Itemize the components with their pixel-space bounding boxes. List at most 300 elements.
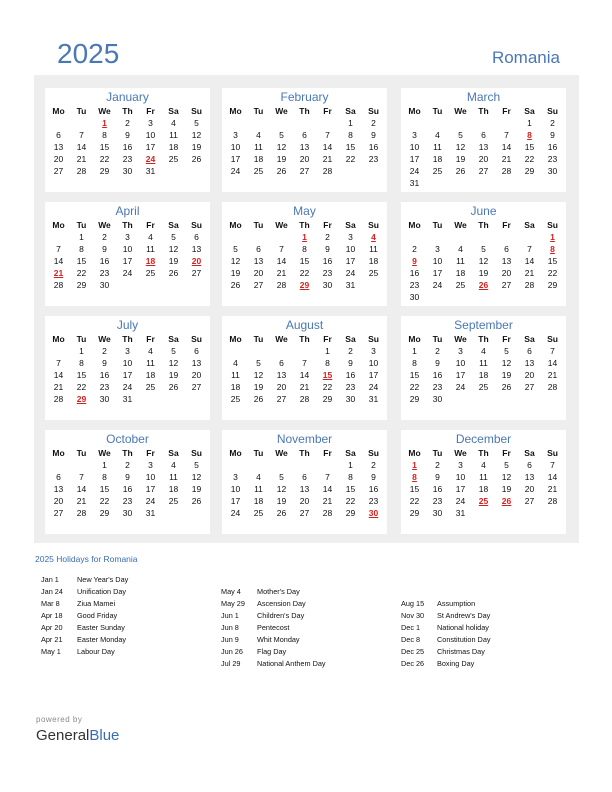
- day-cell: 31: [409, 178, 420, 188]
- day-cell: 21: [53, 382, 64, 392]
- day-cell: 20: [524, 370, 535, 380]
- country-title: Romania: [491, 48, 560, 67]
- holiday-date: 26: [478, 280, 489, 290]
- day-cell: 20: [191, 370, 202, 380]
- day-cell: 17: [409, 154, 420, 164]
- day-cell: 12: [191, 130, 202, 140]
- holiday-date-label: Dec 25: [401, 647, 425, 656]
- day-cell: 13: [191, 358, 202, 368]
- day-cell: 11: [433, 142, 442, 152]
- day-cell: 24: [122, 382, 133, 392]
- day-cell: 4: [435, 130, 440, 140]
- weekday-header: Su: [368, 106, 379, 116]
- day-cell: 26: [276, 508, 287, 518]
- day-cell: 8: [79, 244, 84, 254]
- weekday-header: Tu: [253, 334, 264, 344]
- day-cell: 2: [371, 118, 376, 128]
- weekday-header: Mo: [229, 334, 242, 344]
- holiday-date: 21: [53, 268, 64, 278]
- weekday-header: Tu: [76, 334, 87, 344]
- day-cell: 17: [368, 370, 379, 380]
- day-cell: 20: [299, 154, 310, 164]
- day-cell: 4: [148, 346, 153, 356]
- day-cell: 6: [504, 244, 509, 254]
- holiday-date-label: Jun 26: [221, 647, 243, 656]
- weekday-header: Sa: [168, 448, 179, 458]
- day-cell: 27: [478, 166, 489, 176]
- weekday-header: Sa: [524, 220, 535, 230]
- holiday-date-label: Dec 26: [401, 659, 425, 668]
- day-cell: 5: [194, 118, 199, 128]
- day-cell: 23: [345, 382, 356, 392]
- day-cell: 23: [122, 496, 133, 506]
- holiday-date: 30: [368, 508, 379, 518]
- day-cell: 26: [168, 382, 179, 392]
- holiday-name: National Anthem Day: [257, 659, 326, 668]
- day-cell: 24: [368, 382, 379, 392]
- day-cell: 26: [253, 394, 264, 404]
- day-cell: 30: [99, 394, 110, 404]
- day-cell: 19: [168, 370, 179, 380]
- day-cell: 10: [455, 472, 466, 482]
- day-cell: 12: [253, 370, 264, 380]
- day-cell: 15: [76, 370, 87, 380]
- day-cell: 1: [412, 346, 417, 356]
- day-cell: 21: [299, 382, 310, 392]
- day-cell: 9: [435, 358, 440, 368]
- day-cell: 25: [368, 268, 379, 278]
- day-cell: 25: [168, 496, 179, 506]
- day-cell: 29: [409, 394, 420, 404]
- day-cell: 18: [432, 154, 443, 164]
- day-cell: 13: [53, 484, 64, 494]
- holiday-date-label: Jan 24: [41, 587, 63, 596]
- day-cell: 11: [146, 244, 155, 254]
- day-cell: 8: [348, 130, 353, 140]
- weekday-header: Mo: [408, 106, 421, 116]
- day-cell: 1: [348, 460, 353, 470]
- day-cell: 30: [547, 166, 558, 176]
- weekday-header: Th: [478, 106, 489, 116]
- weekday-header: Fr: [146, 220, 155, 230]
- day-cell: 12: [478, 256, 489, 266]
- holiday-date-label: Jun 1: [221, 611, 239, 620]
- day-cell: 17: [145, 484, 156, 494]
- holiday-row: [401, 634, 571, 646]
- day-cell: 9: [435, 472, 440, 482]
- day-cell: 15: [99, 142, 110, 152]
- day-cell: 30: [432, 508, 443, 518]
- day-cell: 29: [76, 280, 87, 290]
- day-cell: 31: [455, 508, 466, 518]
- day-cell: 9: [102, 358, 107, 368]
- weekday-header: Mo: [52, 106, 65, 116]
- holiday-name: Pentecost: [257, 623, 290, 632]
- day-cell: 21: [76, 154, 87, 164]
- holiday-date-label: Dec 1: [401, 623, 421, 632]
- day-cell: 22: [76, 382, 87, 392]
- month-name: November: [276, 432, 333, 446]
- holiday-name: Boxing Day: [437, 659, 475, 668]
- day-cell: 8: [412, 358, 417, 368]
- day-cell: 3: [125, 346, 130, 356]
- holiday-name: Christmas Day: [437, 647, 485, 656]
- day-cell: 11: [479, 472, 488, 482]
- day-cell: 22: [99, 154, 110, 164]
- day-cell: 16: [368, 484, 379, 494]
- day-cell: 13: [191, 244, 202, 254]
- day-cell: 14: [299, 370, 310, 380]
- day-cell: 1: [79, 232, 84, 242]
- weekday-header: We: [275, 448, 288, 458]
- weekday-header: Sa: [345, 448, 356, 458]
- day-cell: 16: [432, 484, 443, 494]
- weekday-header: Fr: [146, 106, 155, 116]
- day-cell: 6: [302, 130, 307, 140]
- month-name: August: [285, 318, 324, 332]
- day-cell: 24: [455, 382, 466, 392]
- weekday-header: Th: [299, 334, 310, 344]
- day-cell: 28: [299, 394, 310, 404]
- weekday-header: Tu: [76, 448, 87, 458]
- day-cell: 12: [230, 256, 241, 266]
- weekday-header: Su: [547, 334, 558, 344]
- day-cell: 29: [99, 508, 110, 518]
- day-cell: 20: [478, 154, 489, 164]
- month-may: [222, 202, 387, 306]
- day-cell: 23: [547, 154, 558, 164]
- day-cell: 12: [501, 472, 512, 482]
- weekday-header: Tu: [253, 220, 264, 230]
- day-cell: 26: [191, 496, 202, 506]
- day-cell: 13: [253, 256, 264, 266]
- day-cell: 26: [455, 166, 466, 176]
- month-name: February: [280, 90, 329, 104]
- day-cell: 30: [122, 508, 133, 518]
- day-cell: 3: [458, 460, 463, 470]
- weekday-header: Mo: [229, 106, 242, 116]
- day-cell: 24: [145, 496, 156, 506]
- day-cell: 11: [146, 358, 155, 368]
- day-cell: 9: [125, 472, 130, 482]
- day-cell: 28: [547, 382, 558, 392]
- day-cell: 4: [233, 358, 238, 368]
- day-cell: 21: [322, 154, 333, 164]
- day-cell: 20: [299, 496, 310, 506]
- day-cell: 14: [76, 142, 87, 152]
- holiday-row: [401, 598, 571, 610]
- day-cell: 18: [455, 268, 466, 278]
- holiday-row: [221, 598, 391, 610]
- day-cell: 6: [279, 358, 284, 368]
- brand-logo[interactable]: [36, 727, 119, 744]
- holiday-date: 29: [299, 280, 310, 290]
- day-cell: 2: [435, 346, 440, 356]
- day-cell: 3: [233, 472, 238, 482]
- holiday-row: [221, 646, 391, 658]
- day-cell: 18: [253, 154, 264, 164]
- day-cell: 7: [527, 244, 532, 254]
- day-cell: 15: [345, 484, 356, 494]
- day-cell: 2: [371, 460, 376, 470]
- month-name: December: [455, 432, 512, 446]
- day-cell: 16: [122, 142, 133, 152]
- day-cell: 30: [432, 394, 443, 404]
- day-cell: 19: [168, 256, 179, 266]
- day-cell: 15: [345, 142, 356, 152]
- holiday-row: [401, 610, 571, 622]
- weekday-header: Su: [547, 448, 558, 458]
- day-cell: 3: [371, 346, 376, 356]
- day-cell: 13: [501, 256, 512, 266]
- holiday-date-label: Aug 15: [401, 599, 425, 608]
- day-cell: 25: [478, 382, 489, 392]
- holiday-column: [41, 574, 211, 658]
- day-cell: 23: [99, 268, 110, 278]
- day-cell: 29: [409, 508, 420, 518]
- holiday-row: [401, 646, 571, 658]
- day-cell: 6: [527, 460, 532, 470]
- weekday-header: Fr: [323, 220, 332, 230]
- day-cell: 26: [276, 166, 287, 176]
- day-cell: 17: [230, 154, 241, 164]
- day-cell: 21: [276, 268, 287, 278]
- holiday-date: 20: [191, 256, 202, 266]
- day-cell: 24: [230, 508, 241, 518]
- day-cell: 30: [345, 394, 356, 404]
- day-cell: 27: [524, 496, 535, 506]
- day-cell: 19: [501, 484, 512, 494]
- day-cell: 13: [276, 370, 287, 380]
- holiday-name: Easter Monday: [77, 635, 127, 644]
- day-cell: 28: [53, 280, 64, 290]
- day-cell: 4: [458, 244, 463, 254]
- weekday-header: Sa: [345, 220, 356, 230]
- day-cell: 10: [455, 358, 466, 368]
- day-cell: 2: [325, 232, 330, 242]
- brand-general: General: [36, 727, 90, 744]
- month-name: July: [116, 318, 139, 332]
- day-cell: 15: [409, 370, 420, 380]
- weekday-header: Fr: [146, 334, 155, 344]
- holiday-name: Labour Day: [77, 647, 115, 656]
- day-cell: 15: [409, 484, 420, 494]
- day-cell: 13: [299, 484, 310, 494]
- weekday-header: Fr: [502, 448, 511, 458]
- month-march: [401, 88, 566, 192]
- holiday-row: [41, 622, 211, 634]
- day-cell: 16: [368, 142, 379, 152]
- holiday-date: 15: [322, 370, 333, 380]
- day-cell: 4: [256, 130, 261, 140]
- day-cell: 19: [230, 268, 241, 278]
- day-cell: 10: [122, 244, 133, 254]
- day-cell: 26: [230, 280, 241, 290]
- day-cell: 5: [504, 460, 509, 470]
- month-december: [401, 430, 566, 534]
- day-cell: 19: [276, 496, 287, 506]
- day-cell: 29: [99, 166, 110, 176]
- day-cell: 16: [99, 256, 110, 266]
- day-cell: 24: [230, 166, 241, 176]
- day-cell: 19: [191, 142, 202, 152]
- day-cell: 28: [547, 496, 558, 506]
- month-name: January: [106, 90, 149, 104]
- day-cell: 19: [253, 382, 264, 392]
- day-cell: 8: [302, 244, 307, 254]
- day-cell: 23: [368, 496, 379, 506]
- day-cell: 8: [79, 358, 84, 368]
- day-cell: 9: [102, 244, 107, 254]
- day-cell: 4: [481, 460, 486, 470]
- month-april: [45, 202, 210, 306]
- holiday-date: 8: [550, 244, 555, 254]
- day-cell: 28: [76, 166, 87, 176]
- day-cell: 23: [432, 496, 443, 506]
- day-cell: 29: [547, 280, 558, 290]
- weekday-header: Fr: [323, 334, 332, 344]
- day-cell: 8: [348, 472, 353, 482]
- weekday-header: Th: [122, 334, 133, 344]
- holiday-row: [41, 598, 211, 610]
- day-cell: 18: [478, 484, 489, 494]
- day-cell: 6: [194, 232, 199, 242]
- day-cell: 29: [524, 166, 535, 176]
- day-cell: 13: [524, 472, 535, 482]
- day-cell: 31: [122, 394, 133, 404]
- day-cell: 18: [145, 370, 156, 380]
- day-cell: 27: [53, 166, 64, 176]
- month-name: October: [106, 432, 149, 446]
- day-cell: 21: [547, 484, 558, 494]
- day-cell: 6: [256, 244, 261, 254]
- month-name: April: [115, 204, 140, 218]
- holiday-name: Assumption: [437, 599, 476, 608]
- day-cell: 7: [550, 346, 555, 356]
- holiday-date-label: Dec 8: [401, 635, 421, 644]
- day-cell: 12: [168, 358, 179, 368]
- day-cell: 24: [345, 268, 356, 278]
- day-cell: 4: [481, 346, 486, 356]
- weekday-header: Mo: [408, 334, 421, 344]
- day-cell: 12: [168, 244, 179, 254]
- holiday-date-label: May 29: [221, 599, 245, 608]
- day-cell: 28: [501, 166, 512, 176]
- year-title: 2025: [57, 38, 120, 69]
- day-cell: 14: [53, 370, 64, 380]
- day-cell: 27: [299, 508, 310, 518]
- day-cell: 14: [276, 256, 287, 266]
- day-cell: 1: [527, 118, 532, 128]
- weekday-header: Fr: [323, 106, 332, 116]
- holiday-date-label: Mar 8: [41, 599, 60, 608]
- day-cell: 22: [409, 496, 420, 506]
- day-cell: 30: [99, 280, 110, 290]
- day-cell: 19: [478, 268, 489, 278]
- day-cell: 11: [169, 130, 178, 140]
- day-cell: 2: [412, 244, 417, 254]
- day-cell: 20: [253, 268, 264, 278]
- weekday-header: Th: [478, 220, 489, 230]
- day-cell: 14: [547, 472, 558, 482]
- day-cell: 7: [79, 130, 84, 140]
- day-cell: 2: [348, 346, 353, 356]
- holiday-row: [41, 634, 211, 646]
- day-cell: 22: [345, 154, 356, 164]
- day-cell: 11: [169, 472, 178, 482]
- holiday-date: 4: [371, 232, 376, 242]
- day-cell: 1: [325, 346, 330, 356]
- day-cell: 22: [524, 154, 535, 164]
- day-cell: 2: [435, 460, 440, 470]
- weekday-header: Su: [191, 334, 202, 344]
- day-cell: 27: [191, 268, 202, 278]
- day-cell: 25: [230, 394, 241, 404]
- day-cell: 28: [276, 280, 287, 290]
- day-cell: 10: [145, 130, 156, 140]
- day-cell: 14: [76, 484, 87, 494]
- day-cell: 11: [369, 244, 378, 254]
- day-cell: 16: [122, 484, 133, 494]
- holiday-date: 8: [527, 130, 532, 140]
- day-cell: 12: [501, 358, 512, 368]
- holiday-name: New Year's Day: [77, 575, 129, 584]
- weekday-header: Sa: [168, 220, 179, 230]
- weekday-header: Tu: [432, 106, 443, 116]
- day-cell: 14: [547, 358, 558, 368]
- day-cell: 23: [99, 382, 110, 392]
- day-cell: 16: [409, 268, 420, 278]
- holidays-title: 2025 Holidays for Romania: [35, 554, 138, 564]
- day-cell: 14: [53, 256, 64, 266]
- day-cell: 9: [550, 130, 555, 140]
- weekday-header: Fr: [146, 448, 155, 458]
- month-june: [401, 202, 566, 306]
- day-cell: 7: [550, 460, 555, 470]
- weekday-header: Su: [191, 220, 202, 230]
- weekday-header: We: [98, 220, 111, 230]
- day-cell: 3: [233, 130, 238, 140]
- day-cell: 20: [53, 496, 64, 506]
- holiday-name: Whit Monday: [257, 635, 300, 644]
- weekday-header: Th: [122, 106, 133, 116]
- day-cell: 17: [230, 496, 241, 506]
- day-cell: 10: [409, 142, 420, 152]
- day-cell: 24: [432, 280, 443, 290]
- day-cell: 3: [458, 346, 463, 356]
- day-cell: 4: [171, 118, 176, 128]
- holiday-date-label: Apr 18: [41, 611, 63, 620]
- weekday-header: Sa: [345, 106, 356, 116]
- holiday-column: [401, 598, 571, 670]
- day-cell: 8: [325, 358, 330, 368]
- day-cell: 17: [455, 370, 466, 380]
- day-cell: 28: [53, 394, 64, 404]
- weekday-header: Th: [299, 220, 310, 230]
- day-cell: 27: [253, 280, 264, 290]
- day-cell: 1: [102, 460, 107, 470]
- holiday-date-label: Jul 29: [221, 659, 241, 668]
- day-cell: 31: [145, 166, 156, 176]
- day-cell: 21: [524, 268, 535, 278]
- weekday-header: We: [454, 334, 467, 344]
- day-cell: 20: [524, 484, 535, 494]
- day-cell: 22: [299, 268, 310, 278]
- day-cell: 31: [345, 280, 356, 290]
- day-cell: 24: [409, 166, 420, 176]
- holiday-name: Good Friday: [77, 611, 118, 620]
- day-cell: 21: [76, 496, 87, 506]
